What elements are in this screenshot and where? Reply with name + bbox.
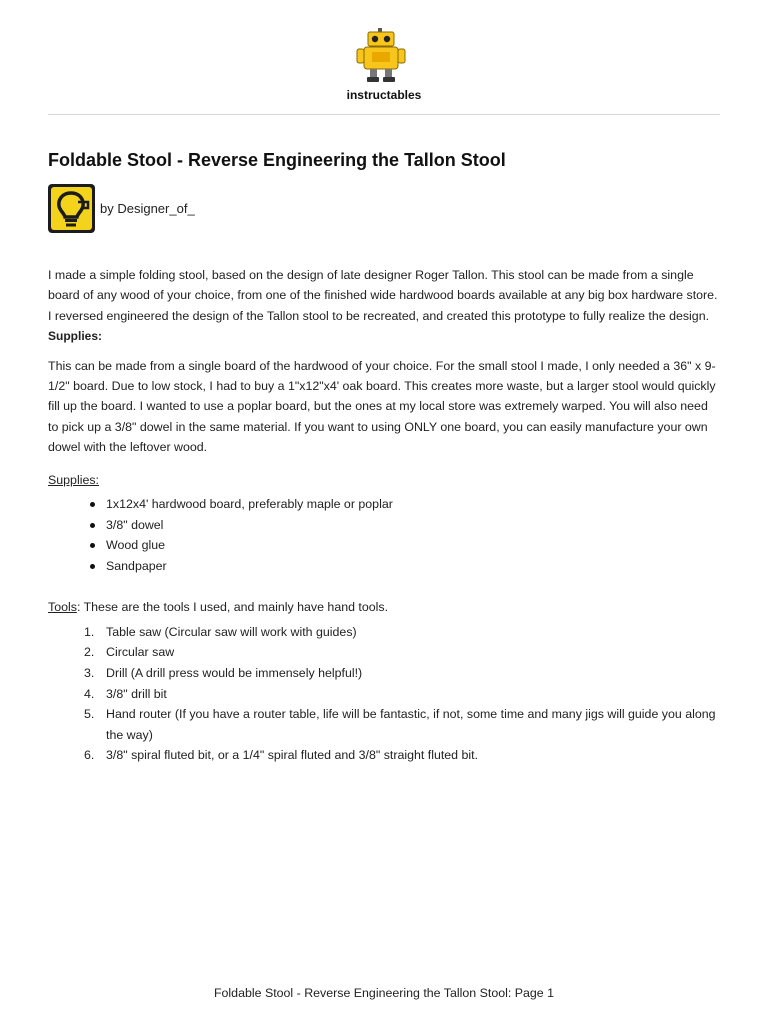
list-item: 1x12x4' hardwood board, preferably maple or poplar bbox=[106, 494, 720, 515]
list-item: Wood glue bbox=[106, 535, 720, 556]
instructables-robot-icon bbox=[354, 26, 414, 84]
list-item bbox=[84, 663, 720, 684]
list-text: Table saw (Circular saw will work with guides) bbox=[106, 624, 357, 639]
tools-paragraph bbox=[48, 597, 720, 617]
list-number: 6. bbox=[84, 748, 95, 763]
supplies-heading: Supplies: bbox=[48, 329, 103, 344]
supplies-list bbox=[48, 494, 720, 576]
list-item bbox=[84, 642, 720, 663]
supplies-label bbox=[48, 470, 720, 490]
header-divider bbox=[48, 114, 720, 115]
list-item bbox=[84, 684, 720, 705]
list-text: Circular saw bbox=[106, 645, 175, 660]
article-body bbox=[48, 265, 720, 766]
tools-label: Tools bbox=[48, 600, 77, 615]
list-item: Sandpaper bbox=[106, 556, 720, 577]
site-header bbox=[0, 26, 768, 89]
list-item bbox=[84, 704, 720, 745]
page-footer: Foldable Stool - Reverse Engineering the Tallon Stool: Page 1 bbox=[213, 986, 555, 1000]
supplies-label-text: Supplies: bbox=[48, 472, 99, 487]
list-number: 5. bbox=[84, 707, 95, 722]
list-number: 2. bbox=[84, 645, 95, 660]
supplies-paragraph: This can be made from a single board of the hardwood of your choice. For the small stool I made, I only needed a 36" x 9-1/2" board. Due to low stock, I had to buy a 1"x12"x4' oak board. This creates more waste, but a larger stool would quickly fill up the board. I wanted to use a poplar board, but the ones at my local store was extremely warped. You will also need to pick up a 3/8" dowel in the same material. If you want to using ONLY one board, you can easily manufacture your own dowel with the leftover wood. bbox=[48, 358, 716, 455]
tools-list bbox=[48, 622, 720, 766]
list-number: 3. bbox=[84, 666, 95, 681]
brand-name[interactable]: instructables bbox=[346, 88, 422, 102]
list-item: 3/8" dowel bbox=[106, 515, 720, 536]
list-text: Hand router (If you have a router table, life will be fantastic, if not, some time and many jigs will guide you along the way) bbox=[106, 707, 716, 742]
list-text: Drill (A drill press would be immensely helpful!) bbox=[106, 666, 363, 681]
list-item bbox=[84, 622, 720, 643]
author-byline[interactable]: by Designer_of_ bbox=[100, 201, 195, 216]
article-title: Foldable Stool - Reverse Engineering the Tallon Stool bbox=[48, 150, 506, 170]
list-text: 3/8" drill bit bbox=[106, 686, 167, 701]
list-number: 4. bbox=[84, 686, 95, 701]
list-number: 1. bbox=[84, 624, 95, 639]
list-item bbox=[84, 745, 720, 766]
lightbulb-avatar-icon[interactable] bbox=[48, 184, 95, 233]
tools-text: : These are the tools I used, and mainly have hand tools. bbox=[76, 600, 389, 615]
list-text: 3/8" spiral fluted bit, or a 1/4" spiral fluted and 3/8" straight fluted bit. bbox=[106, 748, 479, 763]
intro-paragraph: I made a simple folding stool, based on the design of late designer Roger Tallon. This stool can be made from a single board of any wood of your choice, from one of the finished wide hardwood boards available at any big box hardware store. I reversed engineered the design of the Tallon stool to be recreated, and created this prototype to fully realize the design. bbox=[48, 268, 718, 323]
